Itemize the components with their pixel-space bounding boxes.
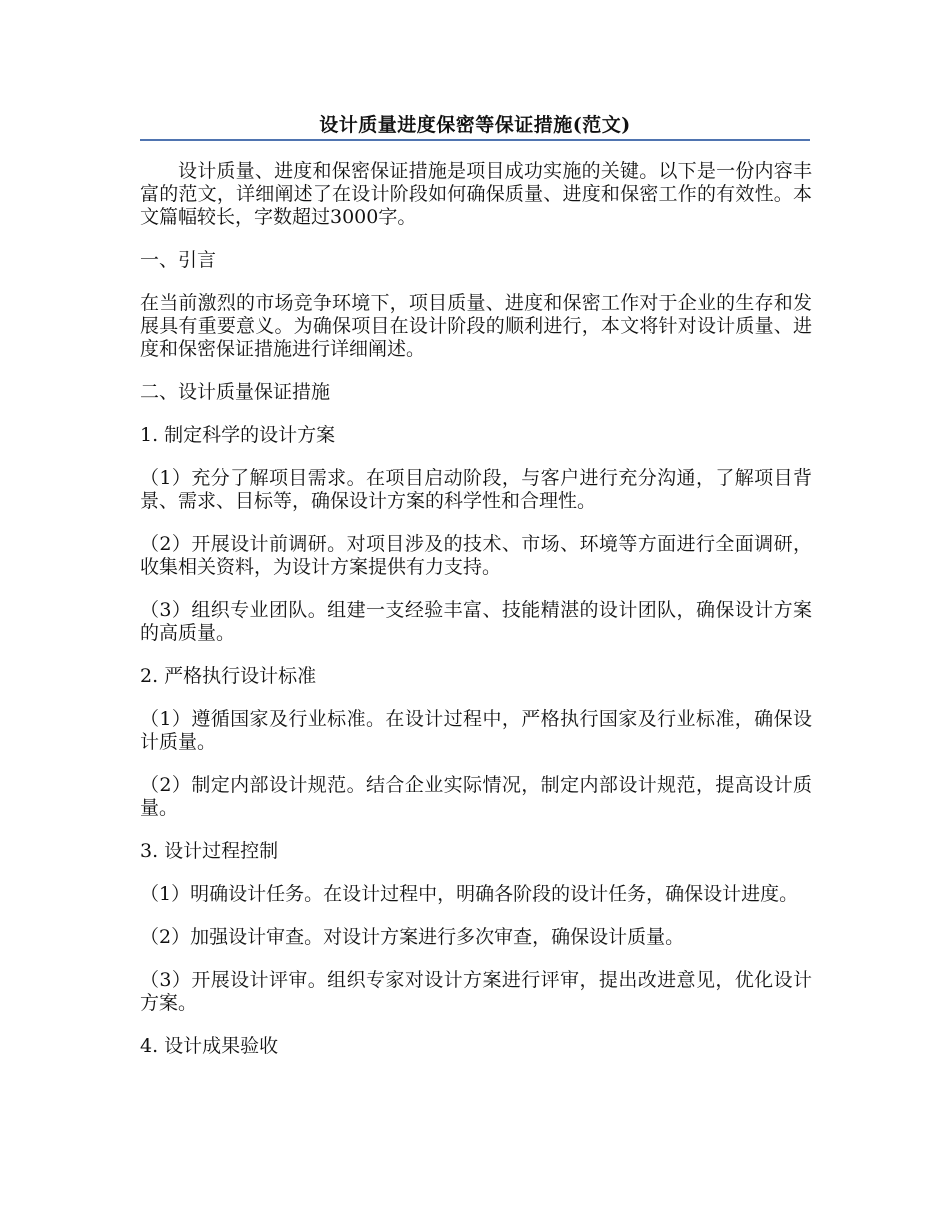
document-title: 设计质量进度保密等保证措施(范文) [319, 114, 631, 136]
list-item: （1）明确设计任务。在设计过程中，明确各阶段的设计任务，确保设计进度。 [140, 883, 799, 905]
list-item: （2）加强设计审查。对设计方案进行多次审查，确保设计质量。 [140, 926, 685, 948]
title-underline [140, 139, 810, 141]
subsection-heading-acceptance: 4. 设计成果验收 [140, 1035, 279, 1057]
list-item: （1）充分了解项目需求。在项目启动阶段，与客户进行充分沟通，了解项目背景、需求、目标等，确保设计方案的科学性和合理性。 [140, 467, 812, 512]
subsection-heading-process-control: 3. 设计过程控制 [140, 840, 279, 862]
document-body [140, 160, 812, 1078]
intro-paragraph: 设计质量、进度和保密保证措施是项目成功实施的关键。以下是一份内容丰富的范文，详细阐述了在设计阶段如何确保质量、进度和保密工作的有效性。本文篇幅较长，字数超过3000字。 [140, 160, 812, 228]
section-heading-quality: 二、设计质量保证措施 [140, 381, 331, 403]
list-item: （2）制定内部设计规范。结合企业实际情况，制定内部设计规范，提高设计质量。 [140, 774, 812, 819]
list-item: （2）开展设计前调研。对项目涉及的技术、市场、环境等方面进行全面调研，收集相关资料，为设计方案提供有力支持。 [140, 533, 812, 578]
list-item: （3）组织专业团队。组建一支经验丰富、技能精湛的设计团队，确保设计方案的高质量。 [140, 599, 812, 644]
subsection-heading-standards: 2. 严格执行设计标准 [140, 665, 317, 687]
list-item: （1）遵循国家及行业标准。在设计过程中，严格执行国家及行业标准，确保设计质量。 [140, 708, 812, 753]
subsection-heading-design-plan: 1. 制定科学的设计方案 [140, 424, 336, 446]
list-item: （3）开展设计评审。组织专家对设计方案进行评审，提出改进意见，优化设计方案。 [140, 969, 812, 1014]
section-heading-introduction: 一、引言 [140, 249, 217, 271]
introduction-paragraph: 在当前激烈的市场竞争环境下，项目质量、进度和保密工作对于企业的生存和发展具有重要意义。为确保项目在设计阶段的顺利进行，本文将针对设计质量、进度和保密保证措施进行详细阐述。 [140, 292, 812, 360]
